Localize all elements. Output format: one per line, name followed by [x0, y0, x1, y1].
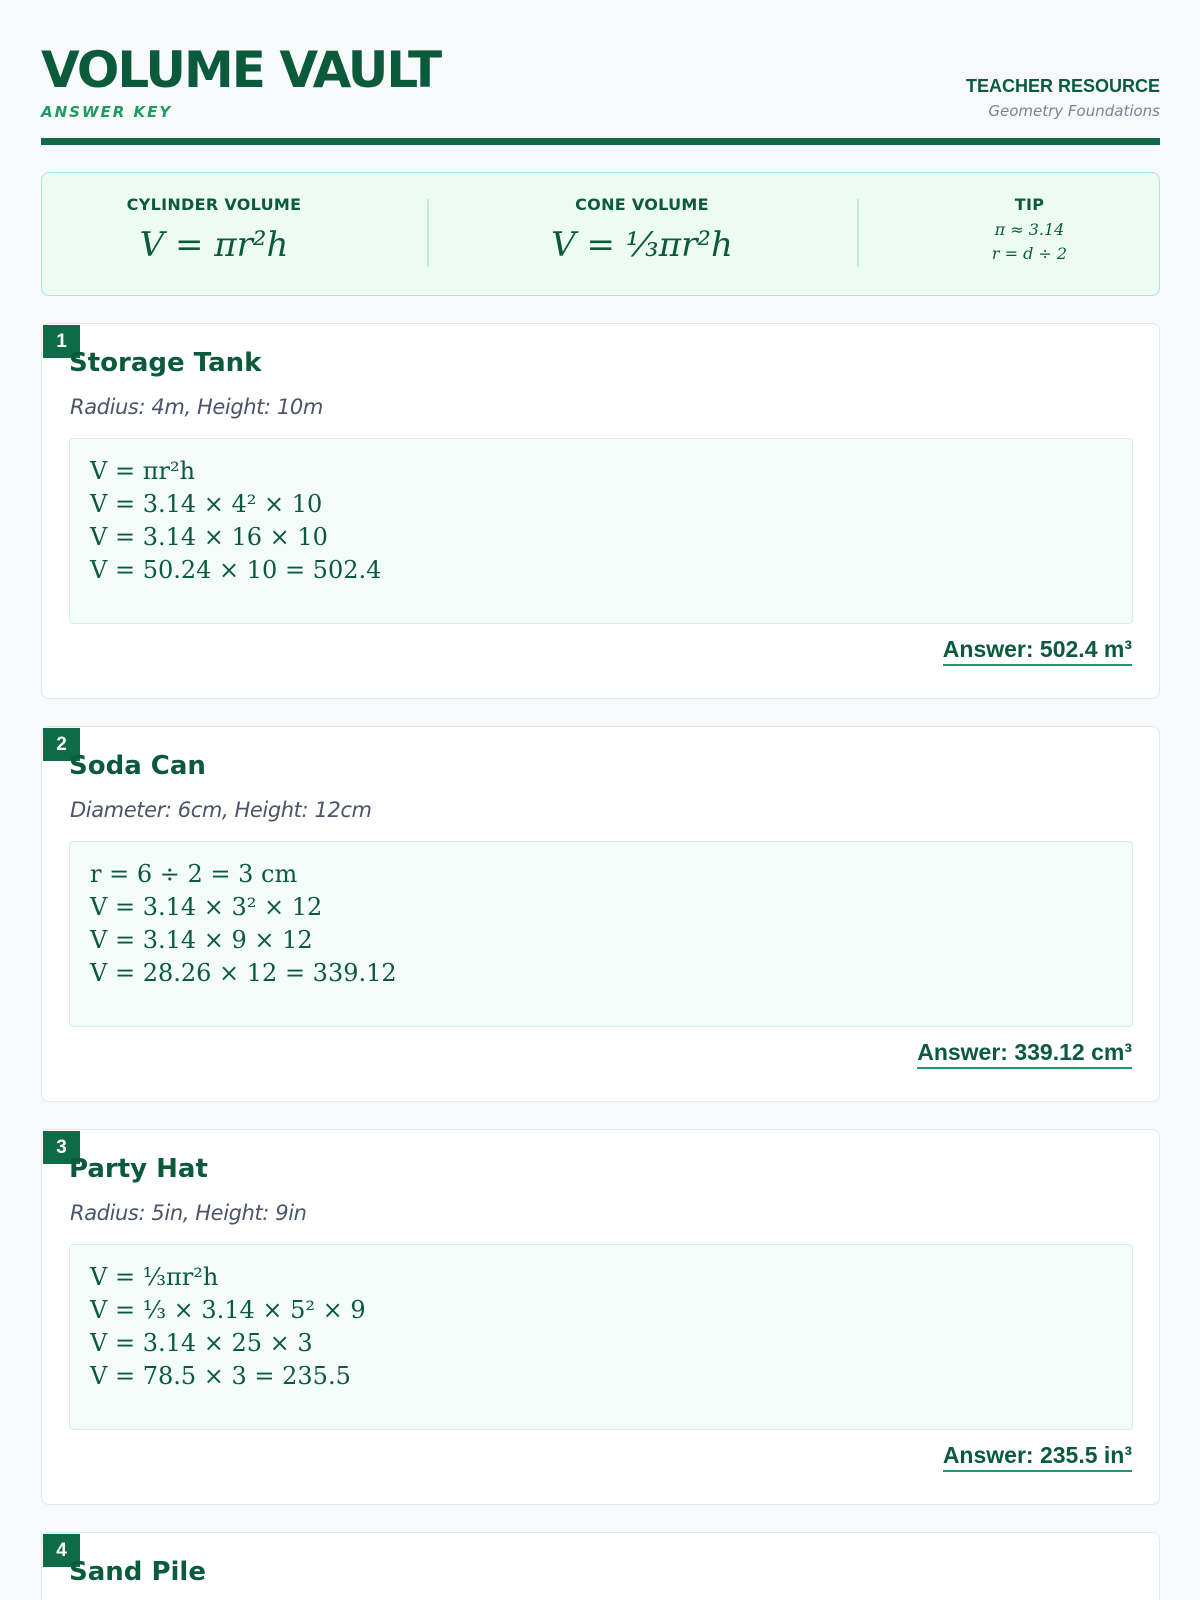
problem-given-values: Radius: 5in, Height: 9in: [70, 1201, 307, 1225]
tip-line: r = d ÷ 2: [991, 244, 1068, 263]
solution-step: V = 3.14 × 3² × 12: [90, 893, 323, 921]
tip-label: TIP: [1014, 195, 1045, 214]
answer-key-page: [41, 0, 1160, 1587]
problem-card: [41, 323, 1160, 699]
page-subtitle: ANSWER KEY: [41, 103, 173, 121]
problem-card: [41, 726, 1160, 1102]
header-meta: [966, 76, 1160, 120]
problem-given-values: Radius: 4m, Height: 10m: [70, 395, 323, 419]
problem-card: [41, 1129, 1160, 1505]
problem-title: Party Hat: [69, 1154, 208, 1184]
final-answer: Answer: 339.12 cm³: [917, 1039, 1132, 1069]
solution-step: r = 6 ÷ 2 = 3 cm: [90, 860, 298, 888]
course-label: Geometry Foundations: [988, 102, 1160, 120]
problem-title: Storage Tank: [69, 348, 262, 378]
problem-number-badge: 3: [43, 1131, 80, 1164]
cone-formula: [427, 195, 857, 266]
cylinder-formula: [42, 195, 386, 266]
cone-formula-label: CONE VOLUME: [575, 195, 709, 214]
problem-title: Sand Pile: [69, 1557, 206, 1587]
problem-title: Soda Can: [69, 751, 206, 781]
solution-step: V = 28.26 × 12 = 339.12: [90, 959, 397, 987]
solution-step: V = ⅓πr²h: [90, 1263, 219, 1291]
worked-solution: [69, 1244, 1133, 1430]
page-header: [41, 0, 1160, 146]
cylinder-formula-expression: V = πr²h: [139, 225, 289, 265]
solution-step: V = 78.5 × 3 = 235.5: [90, 1362, 351, 1390]
cone-formula-expression: V = ⅓πr²h: [551, 225, 733, 265]
solution-step: V = 3.14 × 16 × 10: [90, 523, 328, 551]
problem-number-badge: 4: [43, 1534, 80, 1567]
problem-given-values: Diameter: 6cm, Height: 12cm: [70, 798, 372, 822]
problem-number-badge: 1: [43, 325, 80, 358]
solution-step: V = πr²h: [90, 457, 196, 485]
solution-step: V = 3.14 × 9 × 12: [90, 926, 313, 954]
header-divider: [41, 138, 1160, 145]
tip-line: π ≈ 3.14: [994, 220, 1065, 239]
problem-number-badge: 2: [43, 728, 80, 761]
solution-step: V = ⅓ × 3.14 × 5² × 9: [90, 1296, 366, 1324]
problem-card: [41, 1532, 1160, 1600]
solution-step: V = 3.14 × 25 × 3: [90, 1329, 313, 1357]
formula-reference-panel: [41, 172, 1160, 296]
cylinder-formula-label: CYLINDER VOLUME: [126, 195, 302, 214]
solution-step: V = 3.14 × 4² × 10: [90, 490, 323, 518]
final-answer: Answer: 502.4 m³: [943, 636, 1132, 666]
final-answer: Answer: 235.5 in³: [943, 1442, 1132, 1472]
worked-solution: [69, 841, 1133, 1027]
formula-divider: [857, 199, 859, 267]
tip-lines: [898, 218, 1161, 266]
solution-step: V = 50.24 × 10 = 502.4: [90, 556, 382, 584]
tip-box: [898, 195, 1161, 266]
page-title: VOLUME VAULT: [41, 41, 441, 99]
resource-label: TEACHER RESOURCE: [965, 76, 1160, 96]
worked-solution: [69, 438, 1133, 624]
